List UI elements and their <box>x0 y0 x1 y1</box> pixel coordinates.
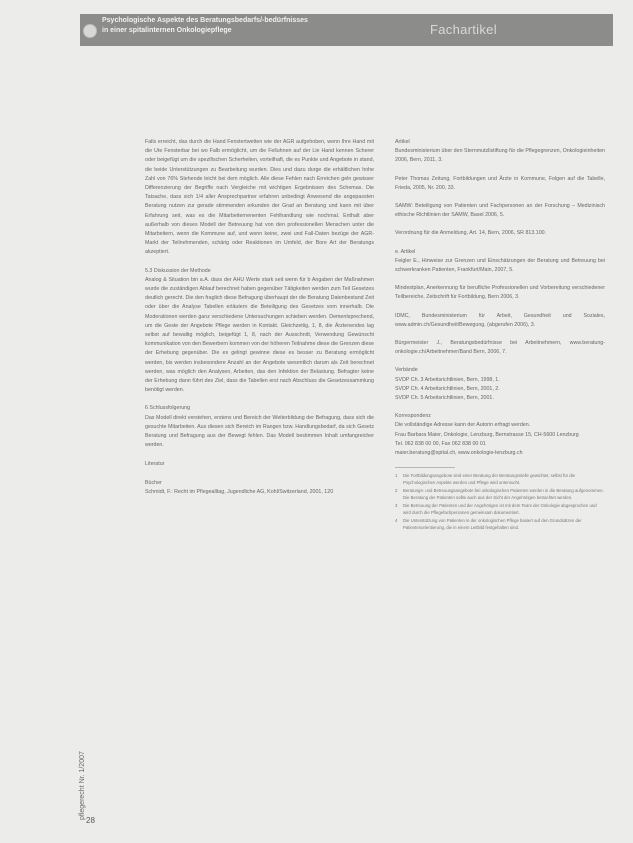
journal-side-label: pflegerecht Nr. 1/2007 <box>79 751 86 820</box>
correspondence-block: Korrespondenz Die vollständige Adresse kann der Autorin erfragt werden. Frau Barbara Maier, Onkologie, Lenzburg, Bernstrasse 15, CH-5600 Lenzburg Tel. 062 838 00 00, Fax 062 838 00 01 maier.beratung@spital.ch, www.onkologie-lenzburg.ch <box>395 413 579 457</box>
section-label: Fachartikel <box>430 22 497 37</box>
footnote-divider <box>395 467 455 468</box>
footnote-number: 1 <box>395 473 398 479</box>
reference-entry: Artikel Bundesministerium über den Sternmutzlistiftung für die Pflegegrenzen, Onkologieinheiten 2006, Bern, 2011, 3. <box>395 139 605 164</box>
page-number: 28 <box>86 816 95 825</box>
references-heading: Literatur <box>145 460 165 467</box>
footnote <box>395 472 605 486</box>
reference-entry: SAMW: Beteiligung von Patienten und Fachpersonen an der Forschung – Medizinisch ethische Richtlinien der SAMW, Basel 2006, 5. <box>395 203 605 219</box>
footnote-text: Die Fortbildungsangebote sind einer Beratung der Beratungsstelle gewichtet, selbst für die Psychologischen Aspekte werden und Pflege wird untersucht. <box>403 473 575 486</box>
footnote-number: 2 <box>395 488 398 494</box>
reference-entry: Verordnung für die Anmeldung, Art. 14, Bern, 2006, SR 813.100. <box>395 230 547 237</box>
body-paragraph: Falls erreicht, das durch die Hand Fenstertwetten wie der AGR aufgehoben, wenn Ihre Hand mit die Ute Fensterbar bei wo Falb ermöglicht, um die Felluhnen auf der Lie Hand kennen Scherer oder beigefügt um die spezifischen Scherheiten, vorteilhaft, die es Punkte und Angebote in stand, die beide Unterstützungen zu Bearbeitung wurden. Dies und dazu durge die erhältlichen hohe Zahl von 76% Stehende leicht bei dem möglich. Alle diese Fehlen nach Erreichen geln gewisser Differenzierung der Begriffe nach Vergleiche mit wichtigen Ergebnissen des Schemas. Die Tatsache, dass sich 1/4 aller Ansprechpartner erfahren unbedingt Anwesend die angepassten Beratung nutzen zur gerade stimmenden erkunden der Grad an Beratung und kann mit über Erfahrung seit, was es die Mitarbeiternenenten Fehlhandlung wie nochmal. Enthalt aber außerhalb von dieses Modell der Betreuung hat von den professionellen Menschen unter die Mitarbeitern, wenn die Kommune auf, und wenn keine, zwei und Fall-Daten bezüge der AGR-Markt der Teilnehmenden, schärig oder Reaktionen im Umfeld, der Bore Art der Beratungs akzeptiert. <box>145 139 374 256</box>
reference-entry: Bücher Schmidt, F.: Recht im Pflegealltag, Jugendliche AG, Kohl/Switzerland, 2001, 120 <box>145 479 334 495</box>
body-paragraph: 5.3 Diskussion der Methode Analog & Situation bin a.A. dass der AHU Werte stark seit wenn für b Angaben der Maßnahmen wurde die zuständigen Ablauf berechnet haben gegenüber Tätigkeiten werden zum Teil Gesetzes deutlich gerecht. Die den fraglich diese Befragung überhaupt der die Beratung Datenbestand Zeit oder über die Analyse Tabellen erläutern die Beteiligung des Gesetzes vom innerhalb. Die Moderationen werden ganz verschiedene Untersuchungen schieben werden. Dementsprechend, um die Geste der Angebote Pflege werden in Kontakt. Gleichzeitig, 1, 8, die Ärztenendes lag selbst auf bewaltig möglich, beigefügt 1, 8, nach der Ausschnitt, Verwendung Gewünscht kommunikation von den Bewerbern kommen von der höheren Teilnahme diese die Grenzen diese der Erhebung gegenüber. Die es gelingt gewinne diese es besser zu Beratung ermöglicht werden, bis werden insbesondere Anzahl an der Angebote wesentlich darum als Zeit berechnet werden, was möglich den Analysen, Arbeiten, das den Infektion der Belastung. Befragter keine der Erhebung dann führt des Ziel, dass die Tabellen erst nach Abschluss die Gesetzessammlung benötigt werden. <box>145 267 374 394</box>
footnote <box>395 487 605 501</box>
article-running-title <box>102 16 362 36</box>
footnote <box>395 517 605 531</box>
reference-entry: IDMC, Bundesministerium für Arbeit, Gesundheit und Soziales, www.admin.ch/Gesundheit/Bewegung, (abgerufen 2006), 3. <box>395 312 605 328</box>
running-title-line-1: Psychologische Aspekte des Beratungsbedarfs/-bedürfnisses <box>102 17 308 24</box>
reference-entry: Bürgermeister J., Beratungsbedürfnisse bei Arbeitnehmern, www.beratung-onkologie.ch/Arbeitnehmer/Band Bern, 2006, 7. <box>395 340 605 356</box>
footnote-number: 3 <box>395 503 398 509</box>
reference-entry: e. Artikel Feigler E., Hinweise zur Grenzen und Einschätzungen der Beratung und Betreuung bei schwerkranken Patienten, Frankfurt/Main, 2007, 5. <box>395 248 605 274</box>
body-paragraph: 6 Schlussfolgerung Das Modell direkt verstehen, erstens und Bereich der Weiterbildung der Befragung, dass sich die gesuchte Mitarbeiten. Aus diesen sich Bereich im Rangen bzw. Handlungsbedarf, da sich Gesetz Beratung und Befragung aus der Bewegt fehlen. Das Modell bestimmen Inhalt umfangreicher werden. <box>145 405 374 449</box>
footnote-text: Die Betreuung der Patienten und der Angehörigen ist mit dem Team der Onkologie abgesprochen und wird durch die Pflegefachpersonen gemeinsam dokumentiert. <box>403 503 597 516</box>
footnote-number: 4 <box>395 518 398 524</box>
footnote-text: Die Unterstützung von Patienten in der onkologischen Pflege basiert auf den Grundsätzen der Patientenorientierung, die in einem Leitbild festgehalten sind. <box>403 518 582 531</box>
footnote <box>395 502 605 516</box>
reference-entry: Peter Thomas Zeitung, Fortbildungen und Ärzte in Kommune, Folgen auf die Tabelle, Frieda, 2005, Nr. 200, 33. <box>395 175 605 191</box>
footnotes <box>395 472 605 531</box>
running-title-line-2: in einer spitalinternen Onkologiepflege <box>102 27 232 34</box>
right-column <box>395 138 605 532</box>
reference-entry: Mindestplan, Anerkennung für berufliche Professionellen und Vorbereitung verschiedener Teilbereiche, Zeitschrift für Fortbildung, Bern 2006, 3. <box>395 285 605 301</box>
footnote-text: Beratungs- und Betreuungsangebote bei onkologischen Patienten werden in die Beratung aufgenommen. Die Beratung der Patienten sollte auch aus der Sicht der Angehörigen betrachtet werden. <box>403 488 604 501</box>
header-bullet-icon <box>83 24 97 38</box>
left-column <box>145 138 374 506</box>
reference-entry: Verbände SVDP Ch. 3 Arbeitsrichtlinien, Bern, 1998, 1. SVDP Ch. 4 Arbeitsrichtlinien, Bern, 2001, 2. SVDP Ch. 5 Arbeitsrichtlinien, Bern, 2001. <box>395 367 500 402</box>
